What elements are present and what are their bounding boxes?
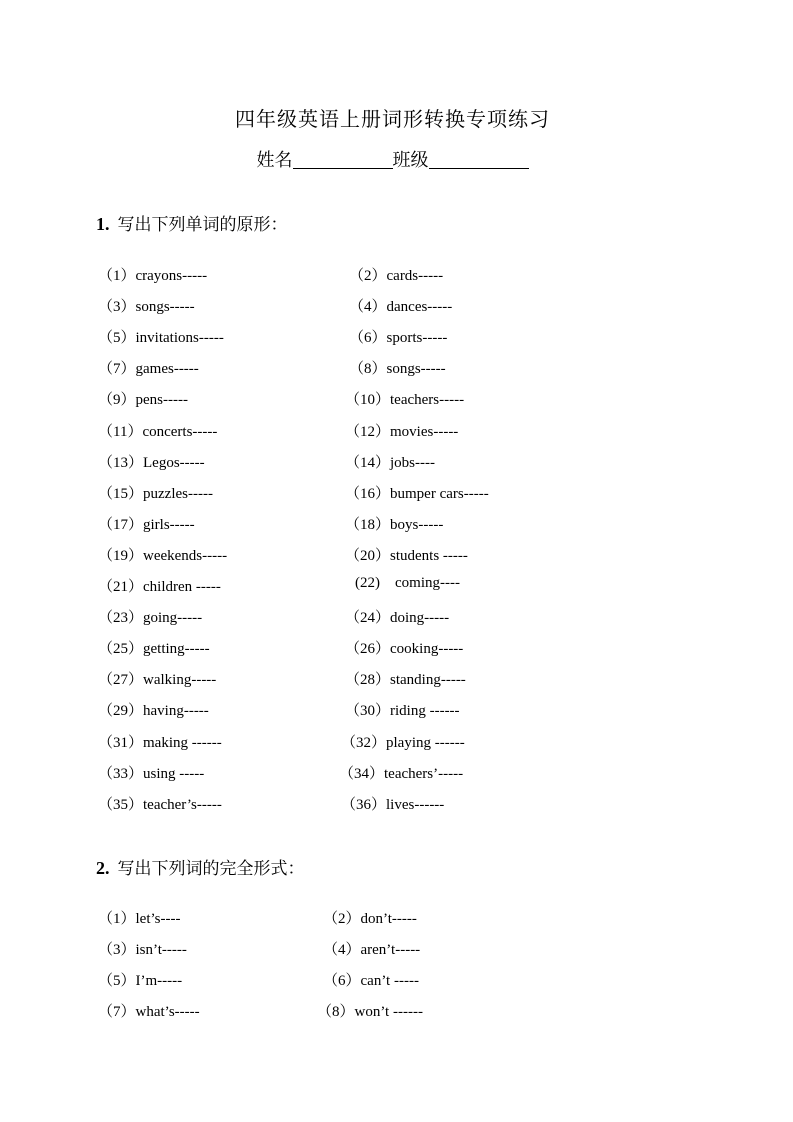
section1-item: (22) coming---- [355, 575, 460, 591]
name-label: 姓名 [256, 150, 293, 171]
section2-heading [96, 854, 305, 879]
section1-item: （29）having----- [98, 703, 209, 720]
section1-item: （30）riding ------ [345, 703, 460, 720]
section1-item: （5）invitations----- [98, 330, 224, 347]
section1-item: （31）making ------ [98, 734, 222, 751]
section1-item: （15）puzzles----- [98, 485, 213, 502]
section2-item: （2）don’t----- [323, 911, 417, 927]
section1-item: （7）games----- [98, 361, 199, 378]
section1-item: （28）standing----- [345, 672, 466, 689]
section1-item: （4）dances----- [349, 299, 453, 316]
section1-item: （12）movies----- [345, 423, 459, 440]
section1-item: （35）teacher’s----- [98, 796, 222, 813]
section1-number: 1. [96, 214, 110, 234]
section1-item: （33）using ----- [98, 765, 205, 782]
section1-item: （34）teachers’----- [339, 765, 464, 782]
section1-item: （20）students ----- [345, 547, 468, 564]
section2-heading-text: 写出下列词的完全形式： [117, 859, 305, 879]
class-label: 班级 [392, 150, 429, 171]
class-blank[interactable] [429, 150, 529, 169]
section1-item: （10）teachers----- [345, 392, 465, 409]
section2-item: （3）isn’t----- [98, 942, 187, 959]
section2-number: 2. [96, 858, 110, 878]
section1-item: （32）playing ------ [341, 734, 465, 751]
section1-item: （3）songs----- [98, 299, 195, 316]
section1-item: （18）boys----- [345, 516, 444, 533]
section1-item: （23）going----- [98, 610, 203, 627]
section1-item: （36）lives------ [341, 796, 445, 813]
section2-item: （1）let’s---- [98, 911, 181, 927]
section2-item: （6）can’t ----- [323, 973, 419, 990]
section1-item: （13）Legos----- [98, 454, 205, 471]
section1-item: （21）children ----- [98, 579, 221, 595]
section1-item: （14）jobs---- [345, 454, 435, 471]
section1-heading [96, 210, 288, 235]
section1-item: （8）songs----- [349, 361, 446, 378]
section2-item: （7）what’s----- [98, 1004, 200, 1021]
name-class-line [0, 146, 785, 172]
section1-item: （24）doing----- [345, 610, 450, 627]
section1-heading-text: 写出下列单词的原形： [117, 215, 288, 235]
section1-item: （27）walking----- [98, 672, 217, 689]
section1-item: （11）concerts----- [98, 423, 218, 440]
section2-item: （5）I’m----- [98, 973, 183, 990]
section1-item: （1）crayons----- [98, 268, 208, 284]
worksheet-title: 四年级英语上册词形转换专项练习 [235, 107, 550, 131]
section1-item: （25）getting----- [98, 641, 210, 658]
name-blank[interactable] [293, 150, 393, 169]
section1-item: （2）cards----- [349, 268, 444, 284]
section1-item: （17）girls----- [98, 516, 195, 533]
section1-item: （16）bumper cars----- [345, 485, 489, 502]
section1-item: （26）cooking----- [345, 641, 464, 658]
section2-item: （4）aren’t----- [323, 942, 421, 959]
section1-item: （9）pens----- [98, 392, 188, 409]
section1-item: （19）weekends----- [98, 547, 228, 564]
section1-item: （6）sports----- [349, 330, 448, 347]
section2-item: （8）won’t ------ [317, 1004, 423, 1021]
